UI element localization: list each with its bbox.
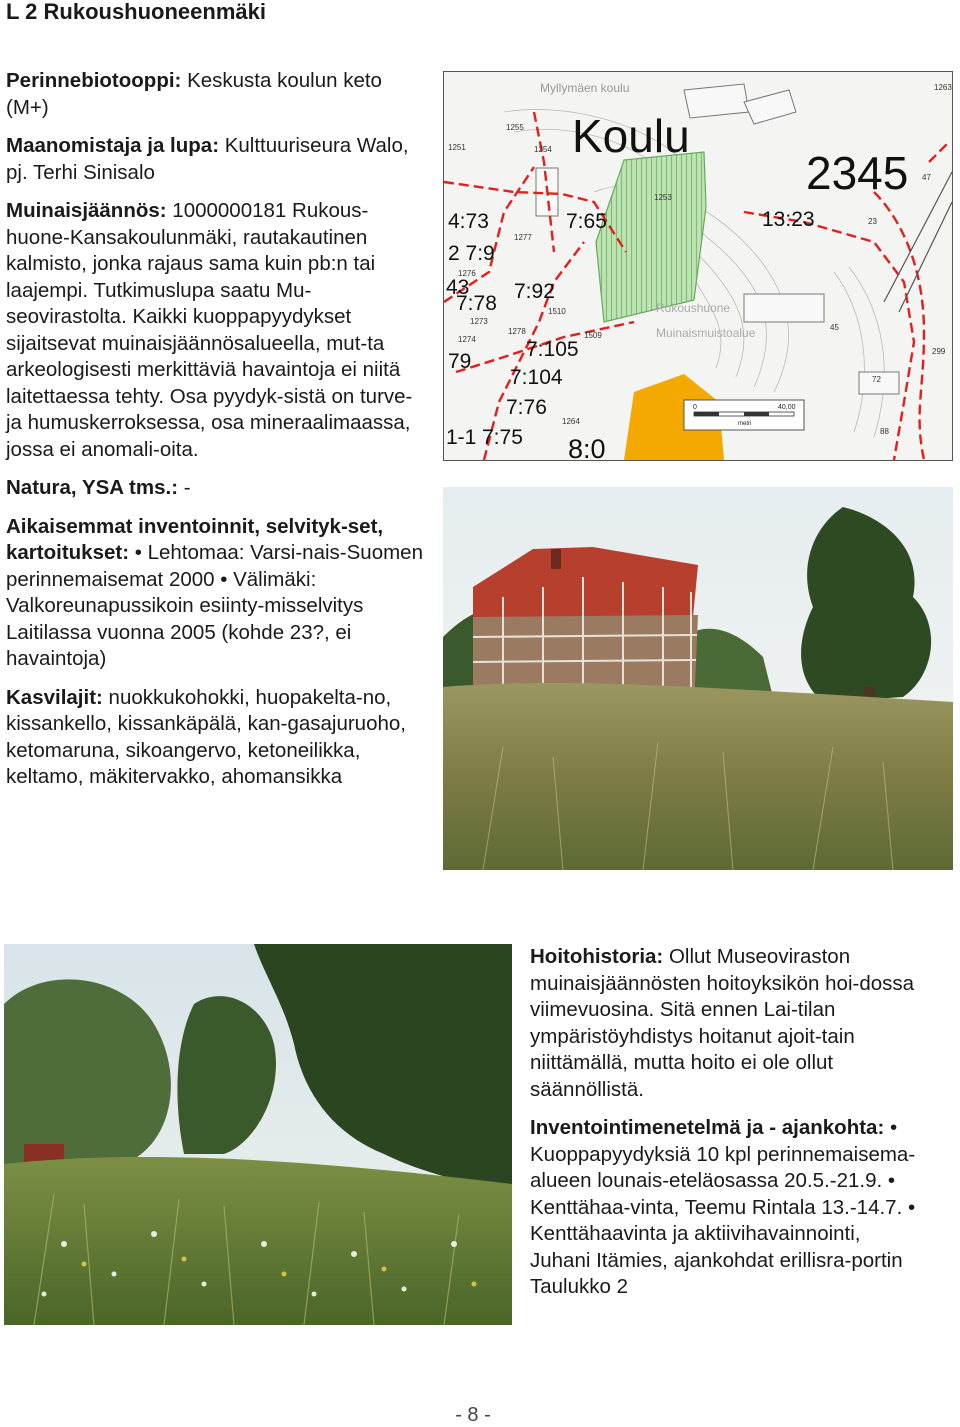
cadastral-number: 1264 xyxy=(562,417,580,426)
cadastral-number: 1254 xyxy=(534,145,552,154)
parcel-label: 7:65 xyxy=(566,210,607,233)
field-label: Inventointimenetelmä ja - ajankohta: xyxy=(530,1116,885,1139)
field-label: Maanomistaja ja lupa: xyxy=(6,134,220,157)
field-label: Perinnebiotooppi: xyxy=(6,69,182,92)
scale-unit: metri xyxy=(738,421,752,427)
cadastral-number: 1510 xyxy=(548,307,566,316)
map-label-myllymaen-koulu: Myllymäen koulu xyxy=(540,81,630,95)
parcel-label: 43 xyxy=(446,276,470,299)
cadastral-number: 1274 xyxy=(458,335,476,344)
parcel-label: 7:78 xyxy=(456,292,497,315)
cadastral-number: 47 xyxy=(922,173,931,182)
cadastral-number: 1253 xyxy=(654,193,672,202)
info-maanomistaja xyxy=(6,133,426,186)
parcel-label: 79 xyxy=(448,350,472,373)
field-label: Aikaisemmat inventoinnit, selvityk-set, kartoitukset: xyxy=(6,514,384,564)
map-label-muinaisjaannos: Muinaismuistoalue xyxy=(656,326,756,340)
info-natura xyxy=(6,475,426,502)
map-scale xyxy=(684,400,804,430)
cadastral-number: 1251 xyxy=(448,143,466,152)
parcel-label: 7:105 xyxy=(526,338,579,361)
cadastral-number: 299 xyxy=(932,347,946,356)
info-perinnebiotooppi xyxy=(6,68,426,121)
field-label: Muinaisjäännös: xyxy=(6,199,167,222)
right-text-column xyxy=(530,944,920,1313)
parcel-label: 7:76 xyxy=(506,396,547,419)
cadastral-number: 1276 xyxy=(458,269,476,278)
map-label-koulu: Koulu xyxy=(572,110,690,162)
field-value: • Kuoppapyydyksiä 10 kpl perinnemaisema-alueen lounais-eteläosassa 20.5.-21.9. • Kenttähaa-vinta, Teemu Rintala 13.-14.7. • Kenttähaavinta ja aktiivihavainnointi, Juhani Itämies, ajankohdat erillisra-portin Taulukko 2 xyxy=(530,1116,916,1298)
parcel-label: 2 7:9 xyxy=(448,242,495,265)
cadastral-number: 88 xyxy=(880,427,889,436)
field-value: Kulttuuriseura Walo, pj. Terhi Sinisalo xyxy=(6,134,409,184)
page-number: - 8 - xyxy=(455,1404,491,1426)
cadastral-number: 1278 xyxy=(508,327,526,336)
site-map-drawing xyxy=(444,72,952,460)
scale-zero: 0 xyxy=(693,404,697,411)
parcel-label: 4:73 xyxy=(448,210,489,233)
map-label-number: 2345 xyxy=(806,147,909,199)
page-heading: L 2 Rukoushuoneenmäki xyxy=(6,0,266,24)
left-text-column xyxy=(6,68,426,803)
field-value: - xyxy=(178,476,191,499)
cadastral-number: 23 xyxy=(868,217,877,226)
cadastral-number: 72 xyxy=(872,375,881,384)
field-value: • Lehtomaa: Varsi-nais-Suomen perinnemaisemat 2000 • Välimäki: Valkoreunapussikoin esiinty-misselvitys Laitilassa vuonna 2005 (kohde 23?, ei havaintoja) xyxy=(6,541,423,670)
field-label: Hoitohistoria: xyxy=(530,945,664,968)
cadastral-number: 45 xyxy=(830,323,839,332)
field-value: nuokkukohokki, huopakelta-no, kissankello, kissankäpälä, kan-gasajuruoho, ketomaruna, sikoangervo, ketoneilikka, keltamo, mäkitervakko, ahomansikka xyxy=(6,685,406,788)
info-muinaisjaannos xyxy=(6,198,426,463)
parcel-label: 1-1 xyxy=(446,426,477,449)
photo-meadow-drawing xyxy=(4,944,512,1325)
cadastral-number: 1273 xyxy=(470,317,488,326)
map-label-rukoushuone: Rukoushuone xyxy=(656,301,731,315)
scale-max: 40,00 xyxy=(778,404,796,411)
photo-building-drawing xyxy=(443,487,953,870)
site-map xyxy=(443,71,953,461)
cadastral-number: 1277 xyxy=(514,233,532,242)
parcel-label: 7:75 xyxy=(482,426,523,449)
cadastral-number: 1509 xyxy=(584,331,602,340)
info-hoitohistoria xyxy=(530,944,920,1103)
parcel-label: 7:104 xyxy=(510,366,563,389)
photo-flower-meadow xyxy=(4,944,512,1325)
field-label: Kasvilajit: xyxy=(6,685,103,709)
cadastral-number: 1263 xyxy=(934,83,952,92)
field-value: Ollut Museoviraston muinaisjäännösten hoitoyksikön hoi-dossa viimevuosina. Sitä ennen Lai-tilan ympäristöyhdistys hoitanut ajoit-tain niittämällä, mutta hoito ei ole ollut säännöllistä. xyxy=(530,945,915,1101)
parcel-label: 13:23 xyxy=(762,208,815,231)
info-inventointimenetelma xyxy=(530,1115,920,1301)
parcel-label: 7:92 xyxy=(514,280,555,303)
parcel-label: 8:0 xyxy=(568,434,606,460)
cadastral-number: 1255 xyxy=(506,123,524,132)
field-value: Keskusta koulun keto (M+) xyxy=(6,69,382,119)
info-kasvilajit xyxy=(6,685,426,791)
photo-building-meadow xyxy=(443,487,953,870)
info-aikaisemmat-inventoinnit xyxy=(6,514,426,673)
field-label: Natura, YSA tms.: xyxy=(6,476,179,499)
field-value: 1000000181 Rukous-huone-Kansakoulunmäki, rautakautinen kalmisto, jonka rajaus sama kuin pb:n tai laajempi. Tutkimuslupa saatu Mu-seovirastolta. Kaikki kuoppapyydykset sijaitsevat muinaisjäännösalueella, mut-ta arkeologisesti merkittäviä havaintoja ei niitä laitettaessa tehty. Osa pyydyk-sistä on turve- ja humuskerroksessa, osa mineraalimaassa, jossa ei anomali-oita. xyxy=(6,199,413,461)
